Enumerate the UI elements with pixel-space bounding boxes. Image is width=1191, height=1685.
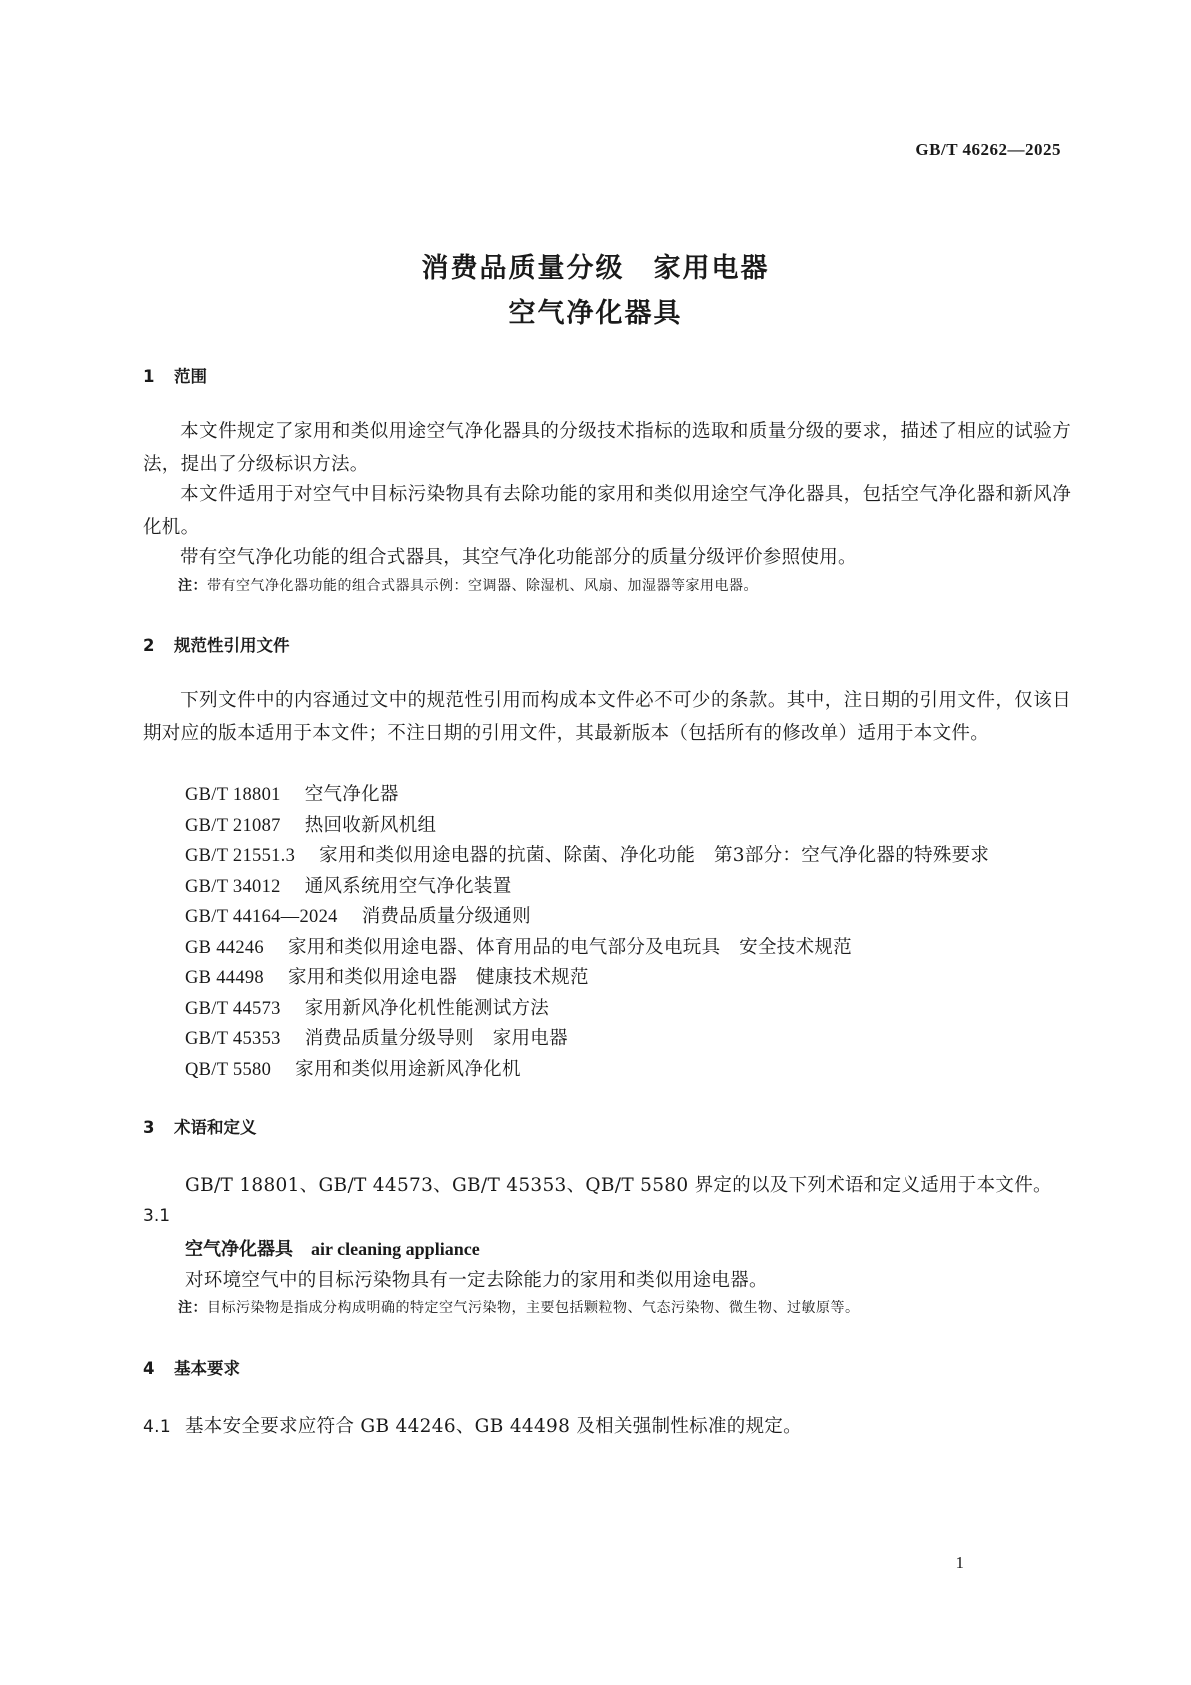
section-3-intro: GB/T 18801、GB/T 44573、GB/T 45353、QB/T 5580 界定的以及下列术语和定义适用于本文件。: [185, 1175, 1052, 1196]
section-number: 3: [143, 1118, 155, 1137]
reference-item: QB/T 5580 家用和类似用途新风净化机: [185, 1059, 521, 1080]
clause-4-1: [143, 1412, 802, 1438]
section-title: 规范性引用文件: [174, 636, 290, 655]
term-english: air cleaning appliance: [311, 1239, 480, 1259]
reference-item: GB/T 18801 空气净化器: [185, 784, 399, 805]
reference-item: GB/T 21087 热回收新风机组: [185, 815, 437, 836]
standard-code: GB/T 46262—2025: [915, 140, 1061, 159]
clause-text: 基本安全要求应符合 GB 44246、GB 44498 及相关强制性标准的规定。: [185, 1416, 802, 1437]
document-title-line1: 消费品质量分级 家用电器: [421, 253, 770, 284]
note-label: 注：: [178, 1300, 207, 1316]
term-entry: [185, 1235, 480, 1261]
clause-number-3-1: 3.1: [143, 1206, 171, 1226]
reference-item: GB/T 44573 家用新风净化机性能测试方法: [185, 998, 550, 1019]
note-text: 目标污染物是指成分构成明确的特定空气污染物，主要包括颗粒物、气态污染物、微生物、过敏原等。: [207, 1300, 860, 1316]
section-number: 4: [143, 1359, 155, 1378]
section-title: 术语和定义: [174, 1118, 257, 1137]
section-4-heading: [143, 1355, 240, 1379]
section-title: 基本要求: [174, 1359, 240, 1378]
section-1-heading: [143, 363, 207, 387]
term-definition: 对环境空气中的目标污染物具有一定去除能力的家用和类似用途电器。: [185, 1270, 768, 1291]
section-title: 范围: [174, 367, 207, 386]
section-3-note: [178, 1297, 860, 1317]
section-number: 2: [143, 636, 155, 655]
section-1-paragraph-2: 本文件适用于对空气中目标污染物具有去除功能的家用和类似用途空气净化器具，包括空气净化器和新风净化机。: [143, 484, 1071, 538]
reference-item: GB/T 21551.3 家用和类似用途电器的抗菌、除菌、净化功能 第3部分：空气净化器的特殊要求: [185, 845, 990, 866]
section-1-paragraph-1: 本文件规定了家用和类似用途空气净化器具的分级技术指标的选取和质量分级的要求，描述了相应的试验方法，提出了分级标识方法。: [143, 421, 1071, 475]
section-2-heading: [143, 632, 290, 656]
document-title-line2: 空气净化器具: [508, 298, 683, 329]
term-chinese: 空气净化器具: [185, 1239, 293, 1260]
note-text: 带有空气净化器功能的组合式器具示例：空调器、除湿机、风扇、加湿器等家用电器。: [207, 578, 758, 594]
section-number: 1: [143, 367, 155, 386]
page-number: 1: [955, 1553, 964, 1572]
reference-item: GB 44498 家用和类似用途电器 健康技术规范: [185, 967, 589, 988]
note-label: 注：: [178, 578, 207, 594]
clause-number: 4.1: [143, 1417, 171, 1437]
section-1-paragraph-3: 带有空气净化功能的组合式器具，其空气净化功能部分的质量分级评价参照使用。: [180, 547, 857, 568]
section-3-heading: [143, 1114, 257, 1138]
reference-item: GB 44246 家用和类似用途电器、体育用品的电气部分及电玩具 安全技术规范: [185, 937, 852, 958]
section-2-intro: 下列文件中的内容通过文中的规范性引用而构成本文件必不可少的条款。其中，注日期的引用文件，仅该日期对应的版本适用于本文件；不注日期的引用文件，其最新版本（包括所有的修改单）适用于本文件。: [143, 690, 1071, 744]
reference-item: GB/T 45353 消费品质量分级导则 家用电器: [185, 1028, 568, 1049]
section-1-note: [178, 575, 758, 595]
reference-item: GB/T 34012 通风系统用空气净化装置: [185, 876, 512, 897]
reference-item: GB/T 44164—2024 消费品质量分级通则: [185, 906, 531, 927]
